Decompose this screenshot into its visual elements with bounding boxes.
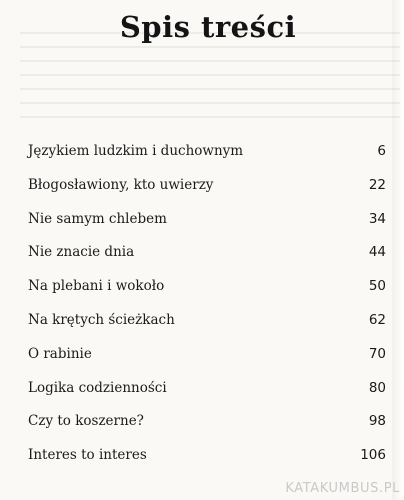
page-title: Spis treści [119,10,297,44]
toc-entry-title: Logika codzienności [28,379,167,396]
watermark: KATAKUMBUS.PL [285,481,400,496]
toc-entry [28,413,386,447]
table-of-contents [28,143,386,481]
toc-entry-title: O rabinie [28,345,92,362]
toc-entry [28,447,386,481]
toc-entry-title: Błogosławiony, kto uwierzy [28,176,214,193]
toc-entry-page-number: 106 [360,447,386,464]
toc-entry [28,312,386,346]
toc-entry-page-number: 6 [377,143,386,159]
toc-entry-page-number: 50 [368,278,386,295]
toc-entry-page-number: 34 [368,210,386,227]
toc-entry-title: Czy to koszerne? [28,413,144,430]
toc-entry-page-number: 62 [368,311,386,328]
toc-entry-page-number: 44 [368,244,386,261]
toc-entry-page-number: 98 [368,413,386,430]
toc-entry [28,244,386,278]
toc-entry-page-number: 70 [368,345,386,362]
toc-entry-title: Nie samym chlebem [28,210,167,227]
toc-entry [28,143,386,177]
toc-entry [28,211,386,245]
toc-entry [28,346,386,380]
toc-entry-title: Interes to interes [28,447,147,464]
toc-entry-page-number: 80 [368,379,386,396]
toc-entry-page-number: 22 [368,176,386,193]
toc-entry-title: Na krętych ścieżkach [28,311,175,328]
toc-entry-title: Na plebani i wokoło [28,278,165,295]
toc-entry-title: Nie znacie dnia [28,244,135,261]
toc-entry [28,177,386,211]
toc-entry-title: Językiem ludzkim i duchownym [28,143,244,159]
toc-entry [28,380,386,414]
toc-entry [28,278,386,312]
